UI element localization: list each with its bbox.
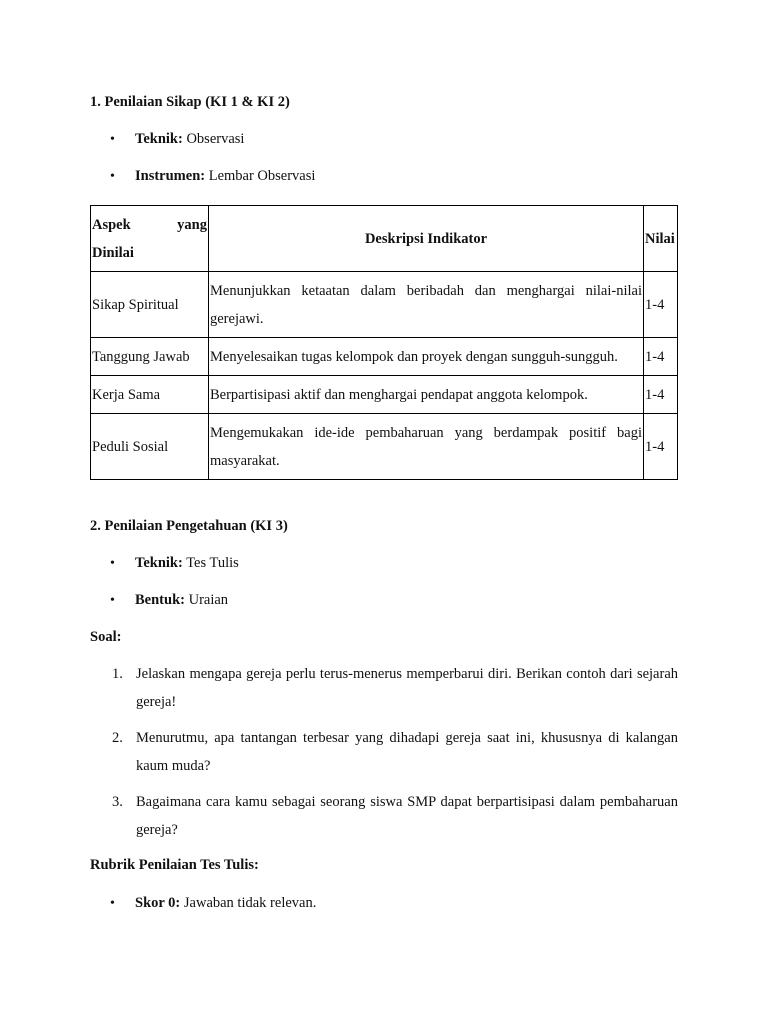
soal-item: [90, 788, 678, 844]
bullet-icon: •: [110, 896, 115, 911]
bullet-value: Jawaban tidak relevan.: [180, 895, 317, 911]
cell-deskripsi: Mengemukakan ide-ide pembaharuan yang berdampak positif bagi masyarakat.: [209, 414, 644, 480]
header-nilai: Nilai: [644, 206, 678, 272]
table-row: [91, 338, 678, 376]
section-1-title: 1. Penilaian Sikap (KI 1 & KI 2): [90, 94, 290, 110]
cell-aspek: Sikap Spiritual: [91, 272, 209, 338]
soal-text: Jelaskan mengapa gereja perlu terus-menerus memperbarui diri. Berikan contoh dari sejarah gereja!: [136, 666, 678, 710]
bullet-value: Observasi: [182, 131, 245, 147]
soal-number: 1.: [112, 666, 123, 682]
bullet-value: Uraian: [184, 592, 229, 608]
section-2-title: 2. Penilaian Pengetahuan (KI 3): [90, 518, 288, 534]
bullet-icon: •: [110, 169, 115, 184]
soal-item: [90, 660, 678, 716]
soal-label: Soal:: [90, 629, 122, 645]
soal-number: 2.: [112, 730, 123, 746]
soal-number: 3.: [112, 794, 123, 810]
bullet-instrumen: [110, 168, 315, 185]
cell-deskripsi: Menyelesaikan tugas kelompok dan proyek dengan sungguh-sungguh.: [209, 338, 644, 376]
soal-text: Menurutmu, apa tantangan terbesar yang dihadapi gereja saat ini, khususnya di kalangan kaum muda?: [136, 730, 678, 774]
bullet-bentuk: [110, 592, 228, 609]
bullet-icon: •: [110, 132, 115, 147]
table-header-row: [91, 206, 678, 272]
observation-table: [90, 205, 678, 480]
cell-aspek: Tanggung Jawab: [91, 338, 209, 376]
soal-text: Bagaimana cara kamu sebagai seorang siswa SMP dapat berpartisipasi dalam pembaharuan gereja?: [136, 794, 678, 838]
cell-aspek: Peduli Sosial: [91, 414, 209, 480]
bullet-teknik: [110, 555, 239, 572]
bullet-value: Lembar Observasi: [205, 168, 316, 184]
table-row: [91, 272, 678, 338]
bullet-icon: •: [110, 593, 115, 608]
table-row: [91, 376, 678, 414]
bullet-icon: •: [110, 556, 115, 571]
cell-nilai: 1-4: [644, 338, 678, 376]
bullet-value: Tes Tulis: [182, 555, 239, 571]
soal-list: [90, 660, 678, 852]
bullet-label: Instrumen:: [135, 168, 206, 184]
cell-deskripsi: Berpartisipasi aktif dan menghargai pendapat anggota kelompok.: [209, 376, 644, 414]
bullet-label: Teknik:: [135, 555, 183, 571]
cell-aspek: Kerja Sama: [91, 376, 209, 414]
cell-nilai: 1-4: [644, 376, 678, 414]
bullet-label: Skor 0:: [135, 895, 181, 911]
bullet-teknik: [110, 131, 244, 148]
soal-item: [90, 724, 678, 780]
header-aspek: Aspek yang Dinilai: [91, 206, 209, 272]
bullet-label: Teknik:: [135, 131, 183, 147]
bullet-skor: [110, 895, 316, 912]
cell-deskripsi: Menunjukkan ketaatan dalam beribadah dan menghargai nilai-nilai gerejawi.: [209, 272, 644, 338]
header-deskripsi: Deskripsi Indikator: [209, 206, 644, 272]
rubrik-label: Rubrik Penilaian Tes Tulis:: [90, 857, 259, 873]
cell-nilai: 1-4: [644, 414, 678, 480]
table-row: [91, 414, 678, 480]
bullet-label: Bentuk:: [135, 592, 185, 608]
cell-nilai: 1-4: [644, 272, 678, 338]
